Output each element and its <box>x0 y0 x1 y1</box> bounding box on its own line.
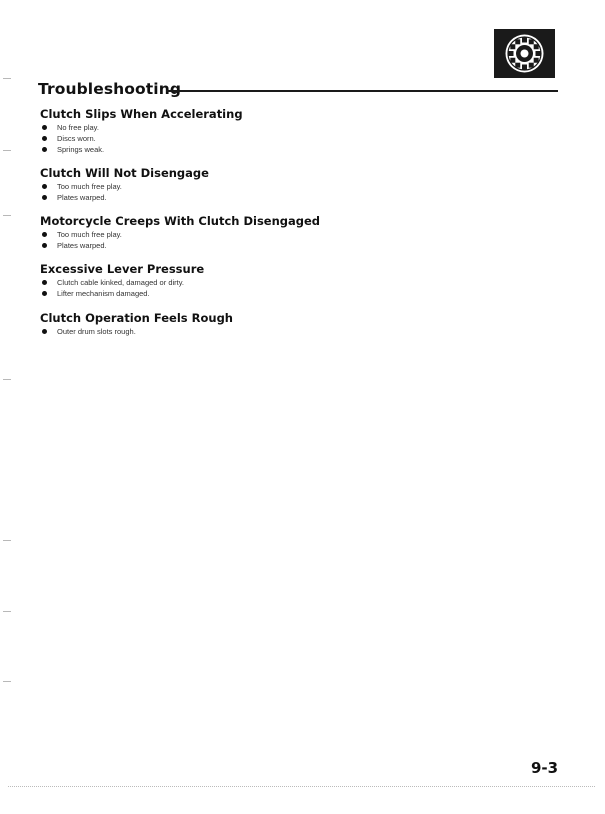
section-heading: Motorcycle Creeps With Clutch Disengaged <box>40 214 321 228</box>
margin-mark <box>3 379 11 380</box>
item-text: Too much free play. <box>57 230 122 239</box>
item-list <box>40 326 520 337</box>
bullet-icon <box>42 136 47 141</box>
list-item <box>40 122 520 133</box>
title-rule <box>166 90 558 92</box>
bullet-icon <box>42 280 47 285</box>
margin-mark <box>3 611 11 612</box>
item-text: Plates warped. <box>57 193 107 202</box>
bullet-icon <box>42 329 47 334</box>
list-item <box>40 133 520 144</box>
item-text: Outer drum slots rough. <box>57 327 136 336</box>
list-item <box>40 144 520 155</box>
margin-mark <box>3 215 11 216</box>
item-list <box>40 122 520 155</box>
section-heading: Clutch Slips When Accelerating <box>40 107 243 121</box>
bullet-icon <box>42 125 47 130</box>
margin-mark <box>3 681 11 682</box>
section-operation-feels-rough <box>40 311 520 337</box>
bullet-icon <box>42 291 47 296</box>
list-item <box>40 240 520 251</box>
list-item <box>40 288 520 299</box>
section-will-not-disengage <box>40 166 520 203</box>
section-motorcycle-creeps <box>40 214 520 251</box>
margin-mark <box>3 150 11 151</box>
bottom-rule <box>8 786 595 787</box>
item-list <box>40 181 520 203</box>
list-item <box>40 181 520 192</box>
page-header <box>38 80 558 102</box>
margin-mark <box>3 540 11 541</box>
item-text: Plates warped. <box>57 241 107 250</box>
list-item <box>40 229 520 240</box>
item-list <box>40 229 520 251</box>
item-text: Springs weak. <box>57 145 105 154</box>
bullet-icon <box>42 184 47 189</box>
list-item <box>40 326 520 337</box>
section-clutch-slips <box>40 107 520 155</box>
margin-mark <box>3 78 11 79</box>
item-text: Clutch cable kinked, damaged or dirty. <box>57 278 185 287</box>
list-item <box>40 277 520 288</box>
section-excessive-lever-pressure <box>40 262 520 299</box>
list-item <box>40 192 520 203</box>
bullet-icon <box>42 195 47 200</box>
bullet-icon <box>42 147 47 152</box>
clutch-plate-icon <box>494 29 555 78</box>
section-heading: Clutch Operation Feels Rough <box>40 311 233 325</box>
item-text: Discs worn. <box>57 134 96 143</box>
page-number: 9-3 <box>531 759 559 777</box>
item-text: Lifter mechanism damaged. <box>57 289 150 298</box>
section-heading: Excessive Lever Pressure <box>40 262 205 276</box>
item-text: Too much free play. <box>57 182 122 191</box>
page-title: Troubleshooting <box>38 80 182 98</box>
item-list <box>40 277 520 299</box>
item-text: No free play. <box>57 123 99 132</box>
section-heading: Clutch Will Not Disengage <box>40 166 209 180</box>
bullet-icon <box>42 243 47 248</box>
bullet-icon <box>42 232 47 237</box>
